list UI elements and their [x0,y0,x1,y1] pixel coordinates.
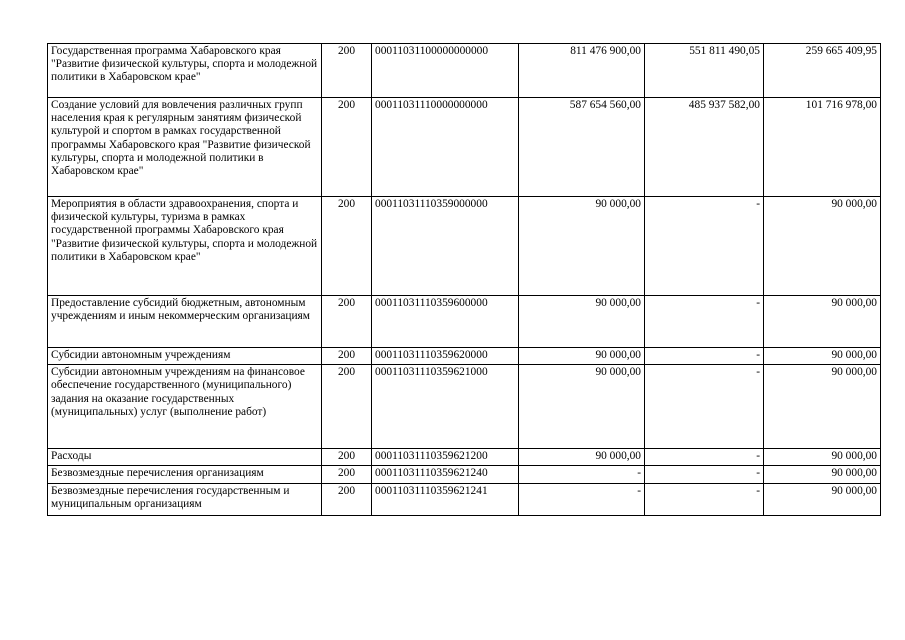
executed-amount-cell: - [645,296,764,348]
budget-classification-code-cell: 00011031100000000000 [372,44,519,98]
expense-name-cell: Создание условий для вовлечения различных групп населения края к регулярным занятиям физической культурой и спортом в рамках государственной программы Хабаровского края "Развитие физической культуры, спорта и молодежной политики в Хабаровском крае" [48,98,322,197]
unexecuted-amount-cell: 259 665 409,95 [764,44,881,98]
table-row [48,44,881,98]
executed-amount-cell: - [645,365,764,449]
unexecuted-amount-cell: 90 000,00 [764,348,881,365]
table-row [48,466,881,483]
expense-name-cell: Предоставление субсидий бюджетным, автономным учреждениям и иным некоммерческим организациям [48,296,322,348]
approved-amount-cell: 90 000,00 [519,348,645,365]
approved-amount-cell: 811 476 900,00 [519,44,645,98]
line-code-cell: 200 [322,365,372,449]
budget-classification-code-cell: 00011031110359621240 [372,466,519,483]
executed-amount-cell: - [645,197,764,296]
approved-amount-cell: 90 000,00 [519,296,645,348]
expense-name-cell: Расходы [48,449,322,466]
expense-name-cell: Субсидии автономным учреждениям [48,348,322,365]
budget-classification-code-cell: 00011031110000000000 [372,98,519,197]
executed-amount-cell: 485 937 582,00 [645,98,764,197]
expense-name-cell: Государственная программа Хабаровского края "Развитие физической культуры, спорта и молодежной политики в Хабаровском крае" [48,44,322,98]
unexecuted-amount-cell: 90 000,00 [764,483,881,515]
approved-amount-cell: - [519,483,645,515]
table-row [48,296,881,348]
unexecuted-amount-cell: 90 000,00 [764,466,881,483]
table-row [48,98,881,197]
executed-amount-cell: 551 811 490,05 [645,44,764,98]
unexecuted-amount-cell: 101 716 978,00 [764,98,881,197]
executed-amount-cell: - [645,466,764,483]
line-code-cell: 200 [322,44,372,98]
executed-amount-cell: - [645,449,764,466]
budget-classification-code-cell: 00011031110359600000 [372,296,519,348]
executed-amount-cell: - [645,348,764,365]
budget-table-body [48,44,881,516]
line-code-cell: 200 [322,98,372,197]
line-code-cell: 200 [322,348,372,365]
budget-table [47,43,881,516]
line-code-cell: 200 [322,483,372,515]
approved-amount-cell: 90 000,00 [519,197,645,296]
expense-name-cell: Мероприятия в области здравоохранения, спорта и физической культуры, туризма в рамках государственной программы Хабаровского края "Развитие физической культуры, спорта и молодежной политики в Хабаровском крае" [48,197,322,296]
executed-amount-cell: - [645,483,764,515]
approved-amount-cell: 90 000,00 [519,449,645,466]
expense-name-cell: Безвозмездные перечисления государственным и муниципальным организациям [48,483,322,515]
table-row [48,197,881,296]
unexecuted-amount-cell: 90 000,00 [764,296,881,348]
approved-amount-cell: 90 000,00 [519,365,645,449]
unexecuted-amount-cell: 90 000,00 [764,365,881,449]
table-row [48,449,881,466]
table-row [48,348,881,365]
table-row [48,365,881,449]
line-code-cell: 200 [322,449,372,466]
expense-name-cell: Безвозмездные перечисления организациям [48,466,322,483]
line-code-cell: 200 [322,296,372,348]
unexecuted-amount-cell: 90 000,00 [764,449,881,466]
expense-name-cell: Субсидии автономным учреждениям на финансовое обеспечение государственного (муниципального) задания на оказание государственных (муниципальных) услуг (выполнение работ) [48,365,322,449]
line-code-cell: 200 [322,197,372,296]
approved-amount-cell: 587 654 560,00 [519,98,645,197]
approved-amount-cell: - [519,466,645,483]
budget-classification-code-cell: 00011031110359620000 [372,348,519,365]
table-row [48,483,881,515]
budget-classification-code-cell: 00011031110359621000 [372,365,519,449]
line-code-cell: 200 [322,466,372,483]
unexecuted-amount-cell: 90 000,00 [764,197,881,296]
budget-classification-code-cell: 00011031110359000000 [372,197,519,296]
budget-classification-code-cell: 00011031110359621200 [372,449,519,466]
budget-classification-code-cell: 00011031110359621241 [372,483,519,515]
